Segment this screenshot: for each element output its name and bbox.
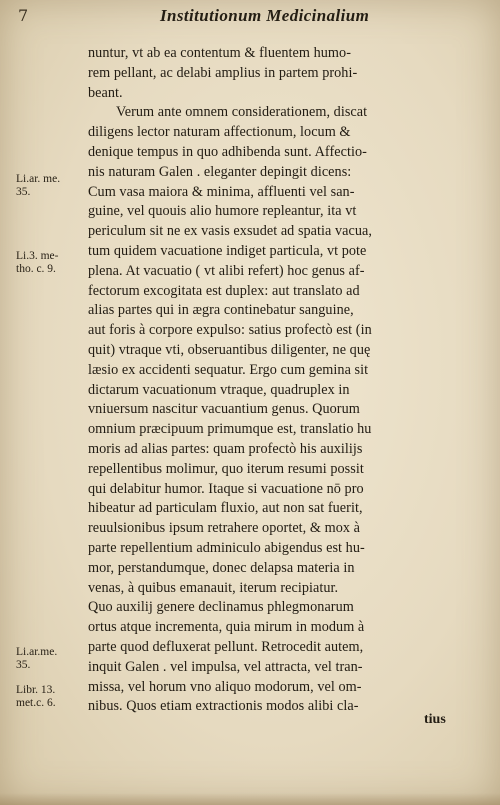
text-line: parte quod defluxerat pellunt. Retrocedit autem, [88,638,364,655]
text-line: nibus. Quos etiam extractionis modos alibi cla- [88,698,359,715]
text-line: periculum sit ne ex vasis exsudet ad spatia vacua, [88,223,373,240]
text-line: Cum vasa maiora & minima, affluenti vel san- [88,183,355,200]
text-line: guine, vel quouis alio humore repleantur, ita vt [88,203,357,220]
text-line: reuulsionibus ipsum retrahere oportet, & mox à [88,520,360,537]
margin-note [16,684,90,710]
margin-note [16,173,90,199]
text-line: qui delabitur humor. Itaque si vacuatione nō pro [88,480,364,497]
text-line: venas, à quibus emanauit, iterum recipiatur. [88,579,339,596]
text-line: alias partes qui in ægra continebatur sanguine, [88,302,354,319]
running-head: Institutionum Medicinalium [160,6,370,25]
margin-note-line: 35. [16,186,31,198]
text-line: inquit Galen . vel impulsa, vel attracta, vel tran- [88,658,363,675]
margin-note-line: Li.3. me- [16,250,59,262]
corner-mark: 7 [18,6,29,25]
text-line: mor, perstandumque, donec delapsa materia in [88,559,355,576]
text-line: rem pellant, ac delabi amplius in partem prohi- [88,64,358,81]
text-line: nis naturam Galen . eleganter depingit dicens: [88,163,352,180]
text-line: Quo auxilij genere declinamus phlegmonarum [88,599,354,616]
text-line: diligens lector naturam affectionum, locum & [88,124,351,141]
text-line: missa, vel horum vno aliquo modorum, vel om- [88,678,362,695]
text-line: beant. [88,84,123,101]
catchword: tius [424,712,446,727]
text-line: læsio ex accidenti sequatur. Ergo cum gemina sit [88,361,369,378]
text-line: tum quidem vacuatione indiget particula, vt pote [88,242,367,259]
text-line: ortus atque incrementa, quia mirum in modum à [88,619,365,636]
text-line: dictarum vacuationum vtraque, quadruplex in [88,381,350,398]
text-line: omnium præcipuum primumque est, translatio hu [88,421,372,438]
margin-note-line: Libr. 13. [16,684,56,696]
body-text [88,44,460,717]
text-line: aut foris à corpore expulso: satius profectò est (in [88,322,372,339]
text-line: parte repellentium adminiculo abigendus est hu- [88,539,365,556]
margin-note-line: met.c. 6. [16,697,56,709]
margin-note-line: Li.ar. me. [16,173,61,185]
margin-note [16,646,90,672]
text-line: quit) vtraque vti, obseruantibus diligenter, ne quę [88,341,371,358]
margin-note-line: tho. c. 9. [16,263,56,275]
margin-note [16,250,90,276]
margin-note-line: 35. [16,659,31,671]
text-line: moris ad alias partes: quam profectò his auxilijs [88,440,363,457]
text-line: plena. At vacuatio ( vt alibi refert) hoc genus af- [88,262,365,279]
text-line: repellentibus molimur, quo iterum resumi possit [88,460,364,477]
text-line: denique tempus in quo adhibenda sunt. Affectio- [88,143,367,160]
text-line: hibeatur ad particulam fluxio, aut non sat fuerit, [88,500,363,517]
text-line: nuntur, vt ab ea contentum & fluentem humo- [88,45,351,61]
text-line: vniuersum nascitur vacuantium genus. Quorum [88,401,360,418]
margin-note-line: Li.ar.me. [16,646,58,658]
text-line: fectorum excogitata est duplex: aut translato ad [88,282,360,299]
text-line: Verum ante omnem considerationem, discat [116,104,368,121]
